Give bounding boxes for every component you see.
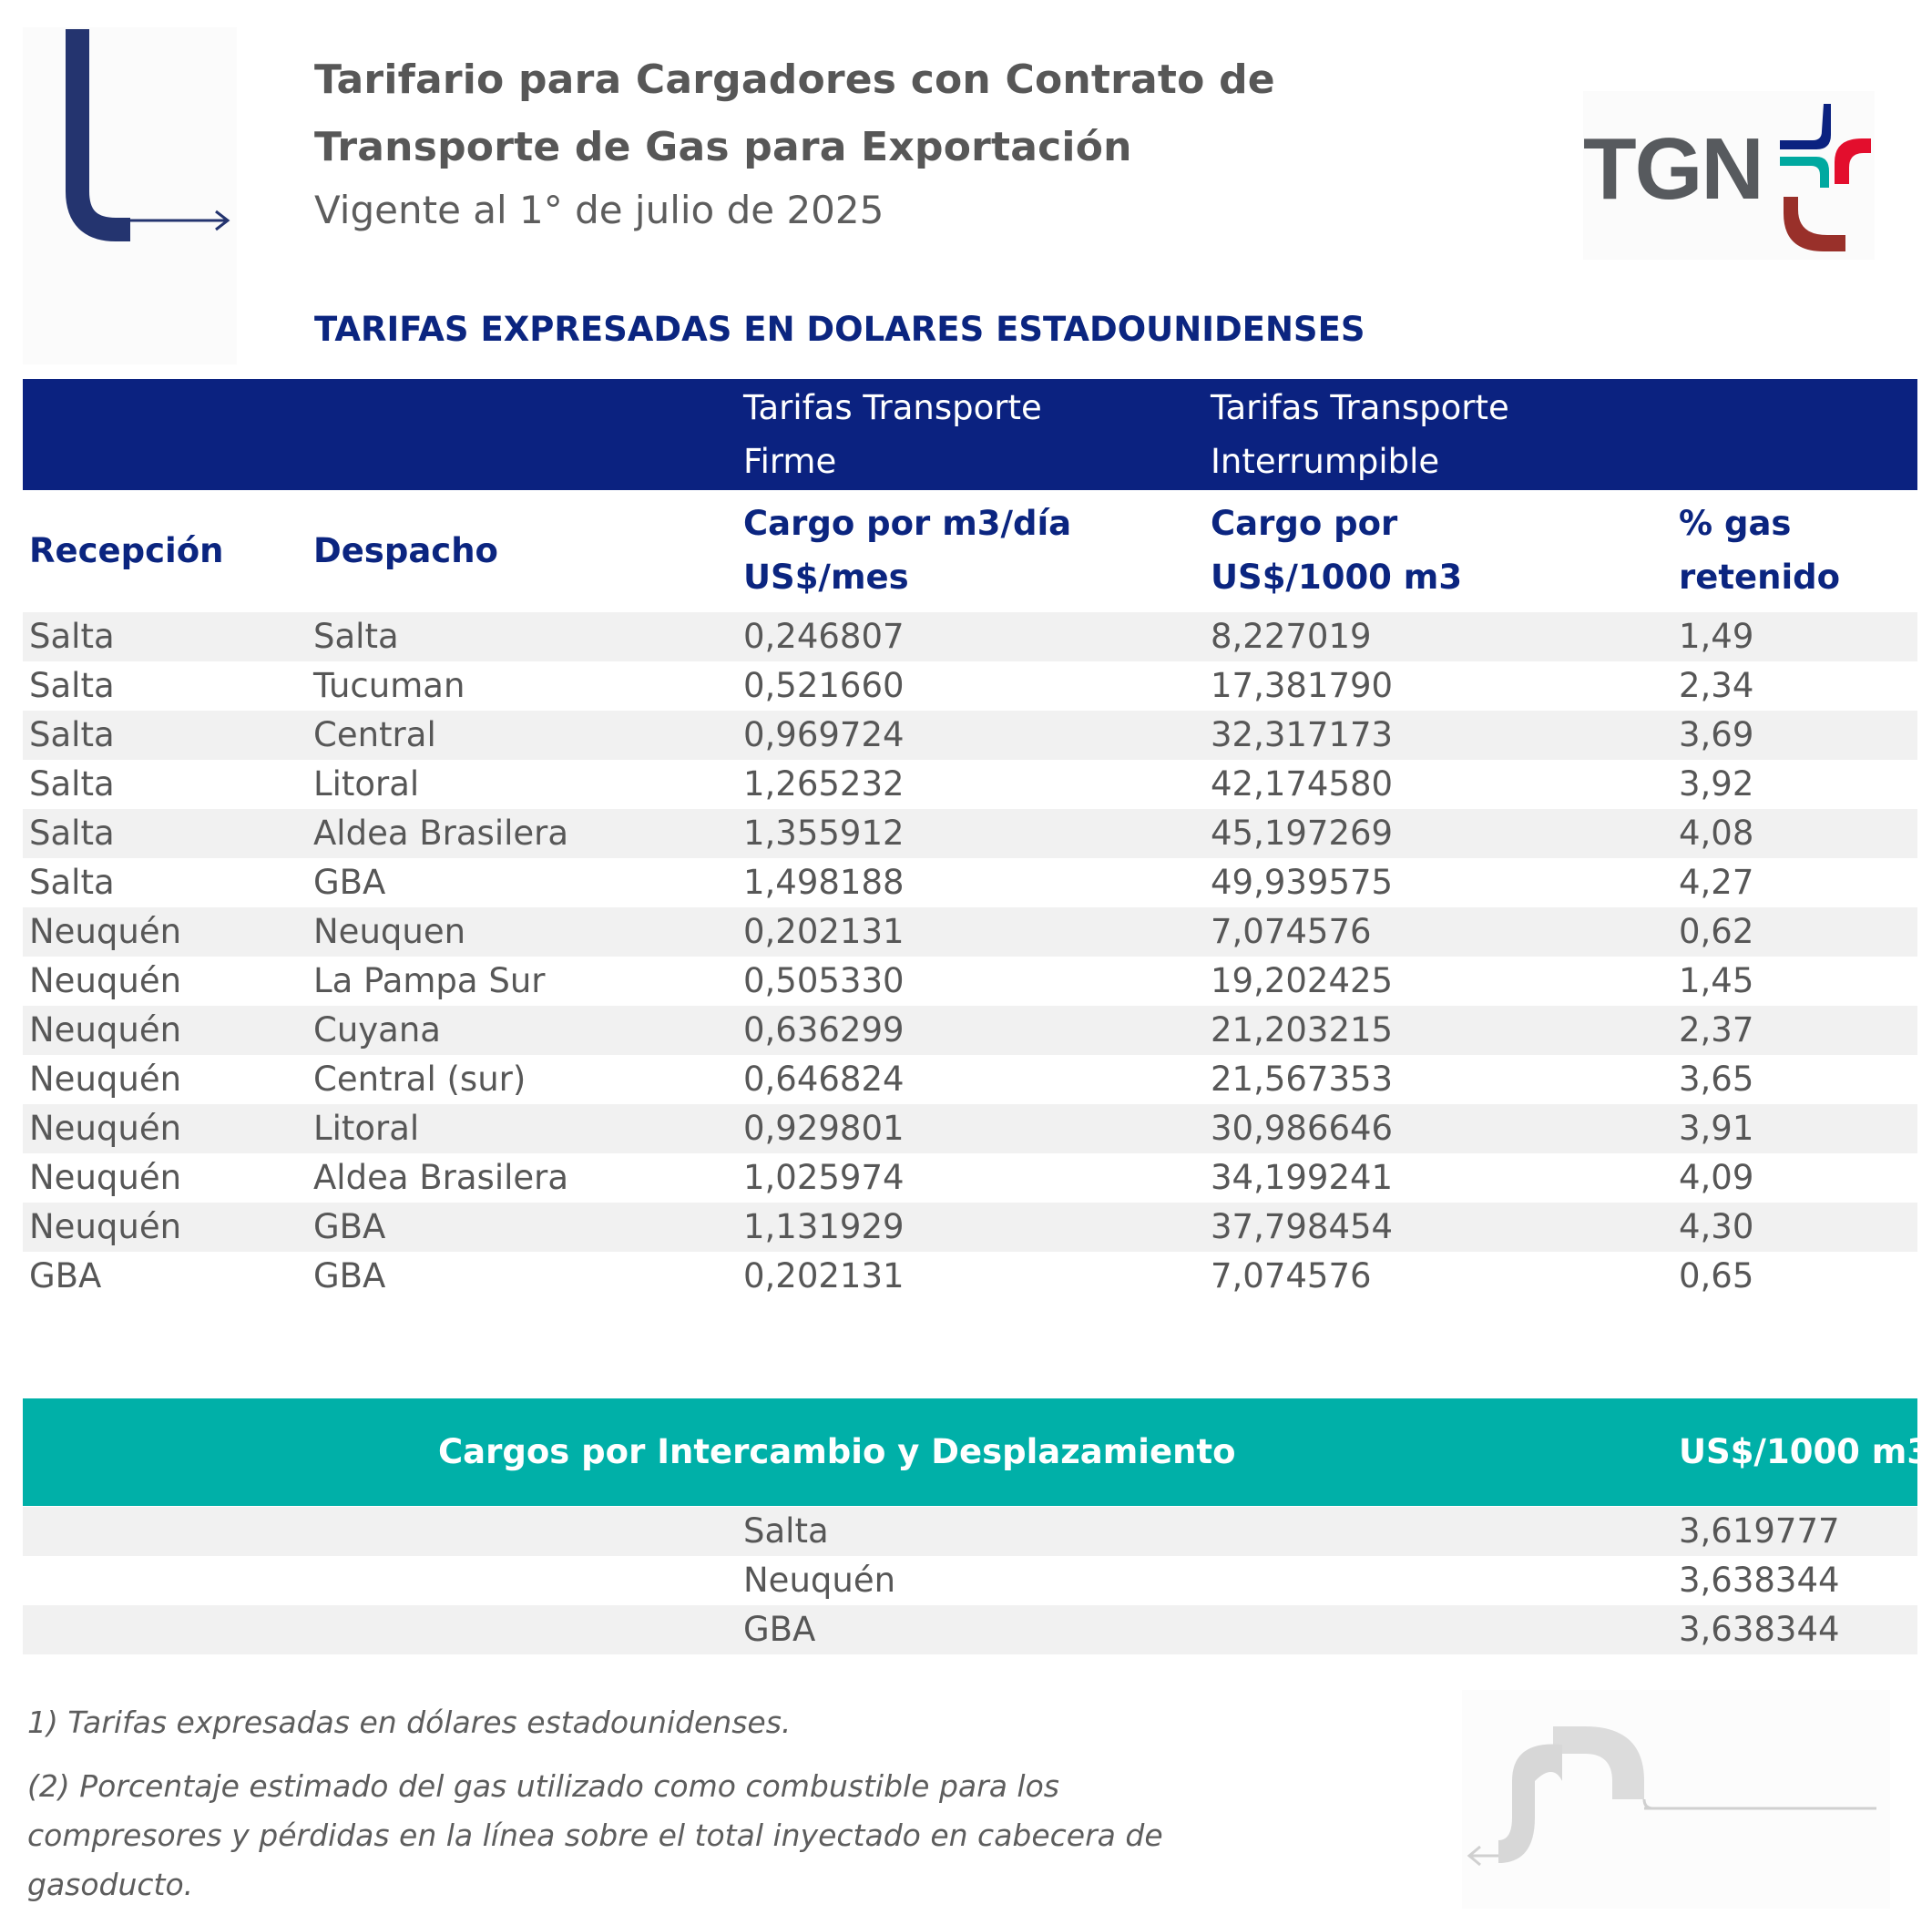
column-header-firme-line-1: Cargo por m3/día: [743, 504, 1072, 543]
exchange-header-band: [23, 1398, 1931, 1506]
group-header-interrumpible-line-1: Tarifas Transporte: [1211, 388, 1509, 427]
footnote-2-line-1: (2) Porcentaje estimado del gas utilizado como combustible para los: [27, 1768, 1059, 1804]
cell-gas: 2,34: [1679, 666, 1754, 705]
cell-interrumpible: 8,227019: [1211, 617, 1372, 656]
cell-gas: 1,49: [1679, 617, 1754, 656]
cell-interrumpible: 45,197269: [1211, 814, 1394, 853]
cell-firme: 0,646824: [743, 1060, 905, 1099]
cell-zona: Neuquén: [743, 1561, 896, 1600]
cell-firme: 0,969724: [743, 715, 905, 754]
page-title-line-2: Transporte de Gas para Exportación: [314, 124, 1132, 170]
cell-firme: 1,498188: [743, 863, 905, 902]
cell-interrumpible: 17,381790: [1211, 666, 1394, 705]
cell-interrumpible: 42,174580: [1211, 764, 1394, 804]
cell-despacho: Central: [313, 715, 436, 754]
header-pipe-graphic: [23, 27, 237, 364]
column-header-gas-line-1: % gas: [1679, 504, 1792, 543]
table-row: [23, 858, 1917, 907]
tgn-logo-text: TGN: [1583, 120, 1763, 218]
cell-gas: 4,30: [1679, 1207, 1754, 1246]
cell-firme: 1,265232: [743, 764, 905, 804]
cell-despacho: Central (sur): [313, 1060, 526, 1099]
cell-despacho: Cuyana: [313, 1010, 441, 1050]
cell-firme: 0,202131: [743, 912, 905, 951]
cell-despacho: Aldea Brasilera: [313, 814, 569, 853]
table-row: [23, 711, 1917, 760]
table-row: [23, 612, 1917, 661]
exchange-unit-header: US$/1000 m3: [1679, 1432, 1931, 1471]
cell-gas: 1,45: [1679, 961, 1754, 1000]
cell-recepcion: Neuquén: [29, 1158, 182, 1197]
cell-interrumpible: 49,939575: [1211, 863, 1394, 902]
table-row: [23, 957, 1917, 1006]
cell-recepcion: Salta: [29, 617, 115, 656]
cell-gas: 3,69: [1679, 715, 1754, 754]
tariff-column-headers: [0, 497, 1932, 606]
group-header-firme-line-2: Firme: [743, 442, 837, 481]
validity-subtitle: Vigente al 1° de julio de 2025: [314, 188, 884, 232]
table-row: [23, 1252, 1917, 1301]
column-header-interrumpible-line-1: Cargo por: [1211, 504, 1398, 543]
table-row: [23, 1556, 1917, 1605]
cell-interrumpible: 21,567353: [1211, 1060, 1394, 1099]
cell-firme: 0,505330: [743, 961, 905, 1000]
cell-recepcion: Neuquén: [29, 1207, 182, 1246]
cell-interrumpible: 34,199241: [1211, 1158, 1394, 1197]
pipe-arrow-icon: [23, 27, 237, 364]
table-row: [23, 661, 1917, 711]
footnote-2-line-3: gasoducto.: [27, 1867, 194, 1902]
currency-section-heading: TARIFAS EXPRESADAS EN DOLARES ESTADOUNIDENSES: [314, 310, 1365, 349]
cell-despacho: Litoral: [313, 764, 420, 804]
cell-recepcion: Neuquén: [29, 1060, 182, 1099]
table-row: [23, 760, 1917, 809]
cell-interrumpible: 7,074576: [1211, 1256, 1372, 1295]
footer-pipe-graphic: [1462, 1690, 1890, 1909]
pipe-arrow-watermark-icon: [1462, 1690, 1890, 1909]
cell-gas: 4,27: [1679, 863, 1754, 902]
column-header-despacho: Despacho: [313, 531, 498, 570]
table-row: [23, 1203, 1917, 1252]
cell-interrumpible: 19,202425: [1211, 961, 1394, 1000]
cell-despacho: Aldea Brasilera: [313, 1158, 569, 1197]
cell-firme: 1,355912: [743, 814, 905, 853]
cell-gas: 0,62: [1679, 912, 1754, 951]
cell-recepcion: Neuquén: [29, 1109, 182, 1148]
cell-despacho: La Pampa Sur: [313, 961, 546, 1000]
cell-recepcion: Salta: [29, 666, 115, 705]
table-row: [23, 1055, 1917, 1104]
cell-interrumpible: 21,203215: [1211, 1010, 1394, 1050]
cell-firme: 0,521660: [743, 666, 905, 705]
cell-firme: 0,929801: [743, 1109, 905, 1148]
footnote-2-line-2: compresores y pérdidas en la línea sobre el total inyectado en cabecera de: [27, 1817, 1163, 1853]
cell-gas: 4,08: [1679, 814, 1754, 853]
cell-valor: 3,619777: [1679, 1511, 1840, 1551]
cell-firme: 1,025974: [743, 1158, 905, 1197]
cell-firme: 0,246807: [743, 617, 905, 656]
cell-interrumpible: 30,986646: [1211, 1109, 1394, 1148]
cell-recepcion: Neuquén: [29, 961, 182, 1000]
cell-gas: 3,92: [1679, 764, 1754, 804]
cell-despacho: GBA: [313, 863, 386, 902]
cell-firme: 0,636299: [743, 1010, 905, 1050]
tgn-logo: [1583, 91, 1875, 260]
cell-valor: 3,638344: [1679, 1561, 1840, 1600]
tgn-logo-mark-icon: [1776, 98, 1875, 258]
footnote-1: 1) Tarifas expresadas en dólares estadounidenses.: [27, 1705, 792, 1740]
table-row: [23, 1104, 1917, 1153]
column-header-recepcion: Recepción: [29, 531, 224, 570]
cell-interrumpible: 7,074576: [1211, 912, 1372, 951]
cell-despacho: Salta: [313, 617, 399, 656]
cell-recepcion: Neuquén: [29, 912, 182, 951]
exchange-table-title: Cargos por Intercambio y Desplazamiento: [438, 1432, 1236, 1471]
cell-gas: 4,09: [1679, 1158, 1754, 1197]
table-row: [23, 1507, 1917, 1556]
cell-gas: 0,65: [1679, 1256, 1754, 1295]
column-header-gas-line-2: retenido: [1679, 558, 1841, 597]
cell-interrumpible: 37,798454: [1211, 1207, 1394, 1246]
cell-despacho: GBA: [313, 1207, 386, 1246]
cell-recepcion: GBA: [29, 1256, 102, 1295]
cell-valor: 3,638344: [1679, 1610, 1840, 1649]
cell-firme: 0,202131: [743, 1256, 905, 1295]
cell-recepcion: Salta: [29, 814, 115, 853]
cell-recepcion: Neuquén: [29, 1010, 182, 1050]
table-row: [23, 1153, 1917, 1203]
column-header-firme-line-2: US$/mes: [743, 558, 909, 597]
group-header-interrumpible-line-2: Interrumpible: [1211, 442, 1440, 481]
cell-zona: Salta: [743, 1511, 829, 1551]
cell-despacho: GBA: [313, 1256, 386, 1295]
table-row: [23, 1605, 1917, 1654]
table-row: [23, 1006, 1917, 1055]
cell-gas: 2,37: [1679, 1010, 1754, 1050]
cell-despacho: Neuquen: [313, 912, 466, 951]
column-header-interrumpible-line-2: US$/1000 m3: [1211, 558, 1463, 597]
cell-recepcion: Salta: [29, 863, 115, 902]
cell-gas: 3,65: [1679, 1060, 1754, 1099]
cell-firme: 1,131929: [743, 1207, 905, 1246]
cell-despacho: Tucuman: [313, 666, 465, 705]
page-title-line-1: Tarifario para Cargadores con Contrato de: [314, 56, 1275, 103]
cell-despacho: Litoral: [313, 1109, 420, 1148]
cell-recepcion: Salta: [29, 715, 115, 754]
cell-recepcion: Salta: [29, 764, 115, 804]
table-row: [23, 809, 1917, 858]
tariff-group-header-band: [23, 379, 1917, 490]
group-header-firme-line-1: Tarifas Transporte: [743, 388, 1042, 427]
cell-interrumpible: 32,317173: [1211, 715, 1394, 754]
cell-gas: 3,91: [1679, 1109, 1754, 1148]
table-row: [23, 907, 1917, 957]
cell-zona: GBA: [743, 1610, 816, 1649]
